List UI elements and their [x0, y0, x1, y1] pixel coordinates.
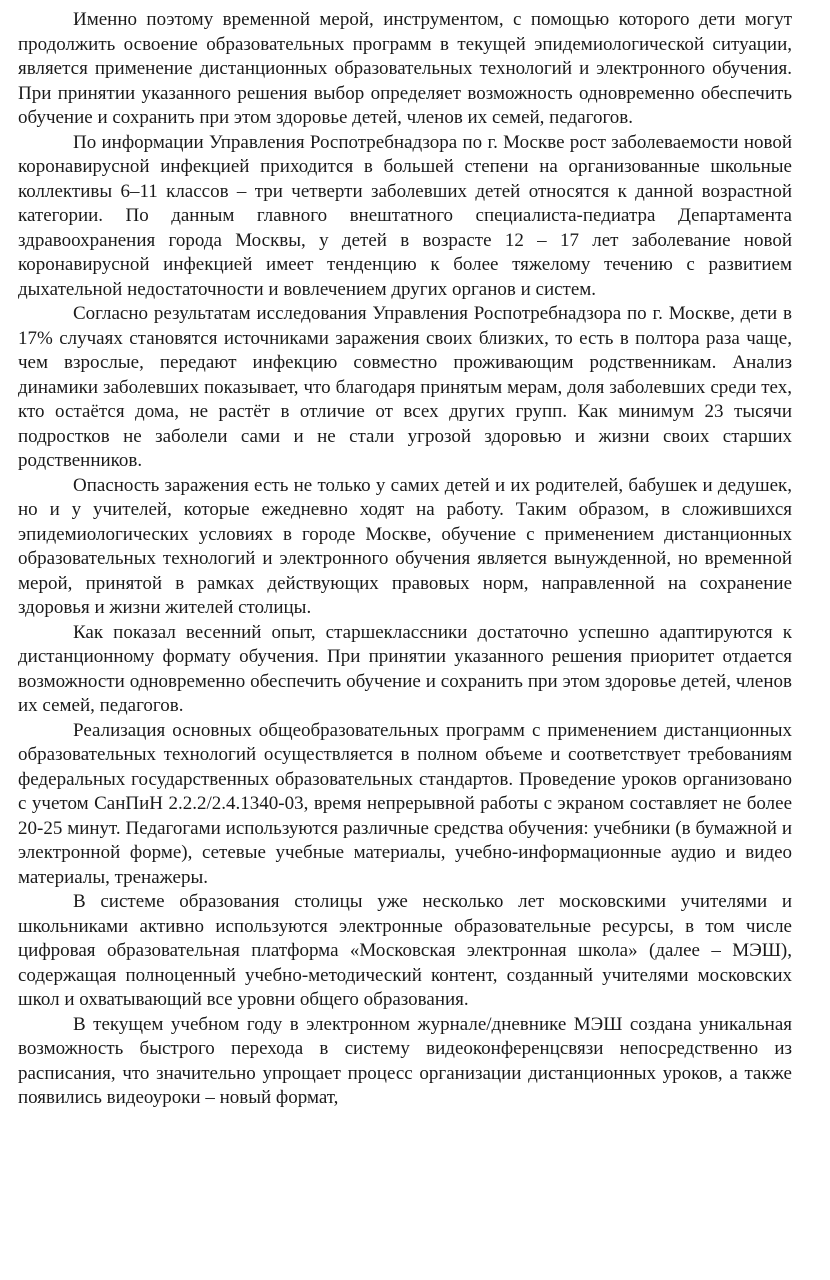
paragraph-7: В системе образования столицы уже несколько лет московскими учителями и школьниками активно используются электронные образовательные ресурсы, в том числе цифровая образовательная платформа «Московская электронная школа» (далее – МЭШ), содержащая полноценный учебно-методический контент, созданный учителями московских школ и охватывающий все уровни общего образования.	[18, 891, 792, 1010]
paragraph-3: Согласно результатам исследования Управления Роспотребнадзора по г. Москве, дети в 17% случаях становятся источниками заражения своих близких, то есть в полтора раза чаще, чем взрослые, передают инфекцию совместно проживающим родственникам. Анализ динамики заболевших показывает, что благодаря принятым мерам, доля заболевших среди тех, кто остаётся дома, не растёт в отличие от всех других групп. Как минимум 23 тысячи подростков не заболели сами и не стали угрозой здоровью и жизни своих старших родственников.	[18, 303, 792, 471]
paragraph-2: По информации Управления Роспотребнадзора по г. Москве рост заболеваемости новой коронавирусной инфекцией приходится в большей степени на организованные школьные коллективы 6–11 классов – три четверти заболевших детей относятся к данной возрастной категории. По данным главного внештатного специалиста-педиатра Департамента здравоохранения города Москвы, у детей в возрасте 12 – 17 лет заболевание новой коронавирусной инфекцией имеет тенденцию к более тяжелому течению с развитием дыхательной недостаточности и вовлечением других органов и систем.	[18, 131, 792, 300]
document-page	[18, 8, 792, 1111]
paragraph-8: В текущем учебном году в электронном журнале/дневнике МЭШ создана уникальная возможность быстрого перехода в систему видеоконференцсвязи непосредственно из расписания, что значительно упрощает процесс организации дистанционных уроков, а также появились видеоуроки – новый формат,	[18, 1013, 792, 1108]
paragraph-4: Опасность заражения есть не только у самих детей и их родителей, бабушек и дедушек, но и у учителей, которые ежедневно ходят на работу. Таким образом, в сложившихся эпидемиологических условиях в городе Москве, обучение с применением дистанционных образовательных технологий и электронного обучения является вынужденной, но временной мерой, принятой в рамках действующих правовых норм, направленной на сохранение здоровья и жизни жителей столицы.	[18, 474, 792, 618]
paragraph-6: Реализация основных общеобразовательных программ с применением дистанционных образовательных технологий осуществляется в полном объеме и соответствует требованиям федеральных государственных образовательных стандартов. Проведение уроков организовано с учетом СанПиН 2.2.2/2.4.1340-03, время непрерывной работы с экраном составляет не более 20-25 минут. Педагогами используются различные средства обучения: учебники (в бумажной и электронной форме), сетевые учебные материалы, учебно-информационные аудио и видео материалы, тренажеры.	[18, 719, 792, 888]
paragraph-5: Как показал весенний опыт, старшеклассники достаточно успешно адаптируются к дистанционному формату обучения. При принятии указанного решения приоритет отдается возможности одновременно обеспечить обучение и сохранить при этом здоровье детей, членов их семей, педагогов.	[18, 621, 792, 716]
paragraph-1: Именно поэтому временной мерой, инструментом, с помощью которого дети могут продолжить освоение образовательных программ в текущей эпидемиологической ситуации, является применение дистанционных образовательных технологий и электронного обучения. При принятии указанного решения выбор определяет возможность одновременно обеспечить обучение и сохранить при этом здоровье детей, членов их семей, педагогов.	[18, 9, 792, 128]
